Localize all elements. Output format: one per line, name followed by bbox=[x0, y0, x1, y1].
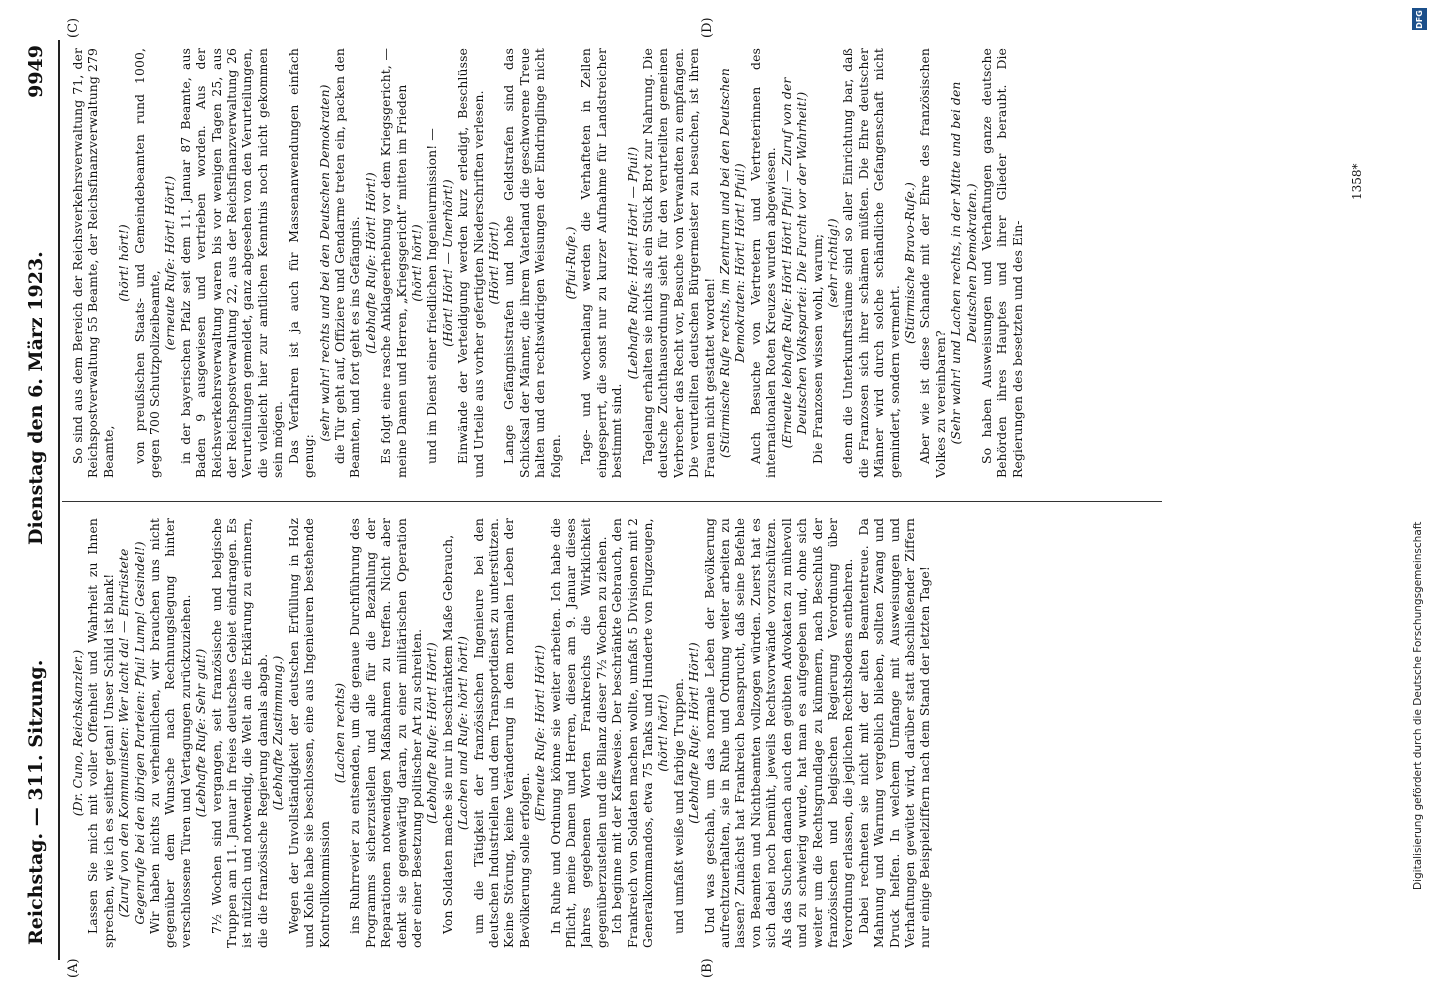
interjection: (Erneute lebhafte Rufe: Hört! Hört! Pfui! — Zuruf von der Deutschen Volkspartei: Die Furcht vor der Wahrheit!) bbox=[778, 77, 810, 449]
paragraph: Und was geschah, um das normale Leben der Bevölkerung aufrechtzuerhalten, sie in Ruhe und Ordnung weiter arbeiten zu lassen? Zunächst hat Frankreich beansprucht, daß seine Befehle von Beamten und Nichtbeamten vollzogen würden. Zuerst hat es sich dabei noch bemüht, jeweils Rechtsvorwände vorzuschützen. Als das Suchen danach auch den geübten Advokaten zu mühevoll und zu schwierig wurde, hat man es aufgegeben und, ohne sich weiter um die Rechtsgrundlage zu kümmern, nach Beschluß der französischen und belgischen Regierung Verordnung über Verordnung erlassen, die jeglichen Rechtsbodens entbehren. bbox=[701, 518, 856, 948]
interjection: (sehr richtig!) bbox=[824, 218, 840, 308]
paragraph: So sind aus dem Bereich der Reichsverkehrsverwaltung 71, der Reichspostverwaltung 55 Beamte, der Reichsfinanzverwaltung 279 Beamte, bbox=[70, 48, 116, 478]
paragraph: Lange Gefängnisstrafen und hohe Geldstrafen sind das Schicksal der Männer, die ihrem Vaterland die geschworene Treue halten und den rechtswidrigen Weisungen der Eindringlinge nicht folgen. bbox=[501, 48, 563, 478]
interjection: (Lebhafte Rufe: Hört! Hört!) bbox=[424, 642, 440, 824]
interjection: (Stürmische Bravo-Rufe.) bbox=[901, 182, 917, 344]
column-divider bbox=[62, 501, 1162, 502]
page-number: 9949 bbox=[25, 45, 47, 98]
header-date: Dienstag den 6. März 1923. bbox=[25, 251, 47, 545]
paragraph: die Tür geht auf, Offiziere und Gendarme treten ein, packen den Beamten, und fort geht es ins Gefängnis. bbox=[331, 48, 363, 478]
right-text-column bbox=[70, 48, 1370, 478]
paragraph: So haben Ausweisungen und Verhaftungen ganze deutsche Behörden ihres Hauptes und ihrer Glieder beraubt. Die Regierungen des besetzten und des Ein- bbox=[978, 48, 1025, 478]
paragraph: Tage- und wochenlang werden die Verhafteten in Zellen eingesperrt, die sonst nur zu kurzer Aufnahme für Landstreicher bestimmt sind. bbox=[578, 48, 625, 478]
dfg-logo: DFG bbox=[1412, 8, 1427, 30]
paragraph: Von Soldaten mache sie nur in beschränktem Maße Gebrauch, bbox=[439, 534, 455, 934]
header-left: Reichstag. — 311. Sitzung. bbox=[25, 659, 47, 945]
interjection: (Dr. Cuno, Reichskanzler.) bbox=[70, 649, 85, 817]
interjection: (Sehr wahr! und Lachen rechts, in der Mitte und bei den Deutschen Demokraten.) bbox=[948, 81, 979, 445]
margin-marker-d: (D) bbox=[700, 17, 715, 38]
dfg-sidebar bbox=[1410, 10, 1430, 990]
interjection: (Hört! Hört! — Unerhört!) bbox=[439, 179, 455, 347]
interjection: (Lebhafte Rufe: Hört! Hört!) bbox=[686, 642, 702, 824]
paragraph: In Ruhe und Ordnung könne sie weiter arbeiten. Ich habe die Pflicht, meine Damen und Herren, diesen am 9. Januar dieses Jahres gegebenen Worten Frankreichs die Wirklichkeit gegenüberzustellen und die Bilanz dieser 7½ Wochen zu ziehen. bbox=[547, 518, 609, 948]
signature-mark: 1358* bbox=[1350, 163, 1364, 200]
interjection: (hört! hört!) bbox=[116, 224, 132, 302]
interjection: (Erneute Rufe: Hört! Hört!) bbox=[532, 644, 548, 822]
paragraph: denn die Unterkunftsräume sind so aller Einrichtung bar, daß die Franzosen sich ihrer schämen müßten. Die Ehre deutscher Männer wird durch solche schändliche Gefangenschaft nicht gemindert, sondern vermehrt. bbox=[840, 48, 902, 478]
interjection: (Hört! Hört!) bbox=[485, 221, 501, 305]
interjection: (Stürmische Rufe rechts, im Zentrum und bei den Deutschen Demokraten: Hört! Hört! Pfui!) bbox=[717, 68, 748, 458]
interjection: (Lebhafte Rufe: Hört! Hört!) bbox=[362, 172, 378, 354]
margin-marker-b: (B) bbox=[700, 958, 715, 978]
paragraph: in der bayerischen Pfalz seit dem 11. Januar 87 Beamte, aus Baden 9 ausgewiesen und vertrieben worden. Aus der Reichsverkehrsverwaltung waren bis vor wenigen Tagen 25, aus der Reichspostverwaltung 22, aus der Reichsfinanzverwaltung 26 Verurteilungen gemeldet, ganz abgesehen von den Verurteilungen, die vielleicht hier zur amtlichen Kenntnis noch nicht gekommen sein mögen. bbox=[177, 48, 286, 478]
interjection: (Lebhafte Rufe: Hört! Hört! — Pfui!) bbox=[624, 146, 640, 380]
interjection: (sehr wahr! rechts und bei den Deutschen Demokraten) bbox=[316, 84, 332, 442]
interjection: (Pfui-Rufe.) bbox=[563, 226, 578, 300]
paragraph: um die Tätigkeit der französischen Ingenieure bei den deutschen Industriellen und dem Transportdienst zu unterstützen. Keine Störung, keine Veränderung in dem normalen Leben der Bevölkerung solle erfolgen. bbox=[470, 518, 532, 948]
paragraph: Aber wie ist diese Schande mit der Ehre des französischen Volkes zu vereinbaren? bbox=[917, 48, 948, 478]
interjection: (Zuruf von den Kommunisten: Wer lacht da! — Entrüstete Gegenrufe bei den übrigen Parteien: Pfui! Lump! Gesindel!) bbox=[116, 541, 147, 925]
paragraph: 7½ Wochen sind vergangen, seit französische und belgische Truppen am 11. Januar in freies deutsches Gebiet eindrangen. Es ist nützlich und notwendig, die Welt an die Erklärung zu erinnern, die die französische Regierung damals abgab. bbox=[208, 518, 270, 948]
page-header bbox=[25, 45, 55, 945]
paragraph: ins Ruhrrevier zu entsenden, um die genaue Durchführung des Programms sicherzustellen und alle für die Bezahlung der Reparationen notwendigen Maßnahmen zu treffen. Nicht aber denkt sie gegenwärtig daran, zu einer militärischen Operation oder einer Besetzung politischer Art zu schreiten. bbox=[347, 518, 424, 948]
paragraph: und im Dienst einer friedlichen Ingenieurmission! — bbox=[424, 128, 440, 464]
interjection: (Lebhafte Zustimmung.) bbox=[270, 655, 286, 811]
paragraph: Ich beginne mit der Kaffsweise. Der beschränkte Gebrauch, den Frankreich von Soldaten machen wollte, umfaßt 5 Divisionen mit 2 Generalkommandos, etwa 75 Tanks und Hunderte von Flugzeugen, bbox=[609, 518, 656, 948]
paragraph: Dabei rechneten sie nicht mit der alten Beamtentreue. Da Mahnung und Warnung vergeblich blieben, sollten Zwang und Druck helfen. In welchem Umfange mit Ausweisungen und Verhaftungen gewütet wird, darüber statt abschließender Ziffern nur einige Beispielziffern nach dem Stand der letzten Tage! bbox=[855, 518, 933, 948]
interjection: (Lachen rechts) bbox=[331, 682, 347, 784]
paragraph: von preußischen Staats- und Gemeindebeamten rund 1000, gegen 700 Schutzpolizeibeamte, bbox=[131, 48, 163, 478]
paragraph: Wir haben nichts zu verheimlichen, wir brauchen uns nicht gegenüber dem Wunsche nach Rechnungslegung hinter verschlossene Türen und Vertagungen zurückzuziehen. bbox=[147, 518, 193, 948]
interjection: (Lebhafte Rufe: Sehr gut!) bbox=[193, 648, 209, 818]
margin-marker-c: (C) bbox=[66, 17, 81, 38]
dfg-note: Digitalisierung gefördert durch die Deutsche Forschungsgemeinschaft bbox=[1412, 521, 1424, 890]
paragraph: Wegen der Unvollständigkeit der deutschen Erfüllung in Holz und Kohle habe sie beschlossen, eine aus Ingenieuren bestehende Kontrollkommission bbox=[285, 518, 332, 948]
paragraph: Die Franzosen wissen wohl, warum; bbox=[809, 233, 825, 464]
interjection: (Lachen und Rufe: hört! hört!) bbox=[455, 635, 471, 831]
interjection: (erneute Rufe: Hört! Hört!) bbox=[162, 175, 178, 351]
left-text-column bbox=[70, 518, 1370, 948]
header-rule bbox=[58, 40, 60, 960]
margin-marker-a: (A) bbox=[66, 958, 81, 978]
interjection: (hört! hört!) bbox=[655, 694, 671, 772]
interjection: (hört! hört!) bbox=[408, 224, 424, 302]
paragraph: Tagelang erhalten sie nichts als ein Stück Brot zur Nahrung. Die deutsche Zuchthausordnung sieht für den verurteilten gemeinen Verbrecher das Recht vor, Besuche von Verwandten zu empfangen. Die verurteilten deutschen Bürgermeister zu besuchen, ist ihren Frauen nicht gestattet worden! bbox=[640, 48, 717, 478]
paragraph: und umfaßt weiße und farbige Truppen. bbox=[670, 678, 686, 934]
paragraph: Es folgt eine rasche Anklageerhebung vor dem Kriegsgericht, — meine Damen und Herren, „Kriegsgericht“ mitten im Frieden bbox=[378, 48, 409, 478]
paragraph: Lassen Sie mich mit voller Offenheit und Wahrheit zu Ihnen sprechen, wie ich es seither getan! Unser Schild ist blank! bbox=[85, 518, 116, 948]
paragraph: Das Verfahren ist ja auch für Massenanwendungen einfach genug: bbox=[285, 48, 317, 478]
paragraph: Einwände der Verteidigung werden kurz erledigt, Beschlüsse und Urteile aus vorher gefertigten Niederschriften verlesen. bbox=[455, 48, 486, 478]
paragraph: Auch Besuche von Vertretern und Vertreterinnen des internationalen Roten Kreuzes wurden abgewiesen. bbox=[747, 48, 779, 478]
